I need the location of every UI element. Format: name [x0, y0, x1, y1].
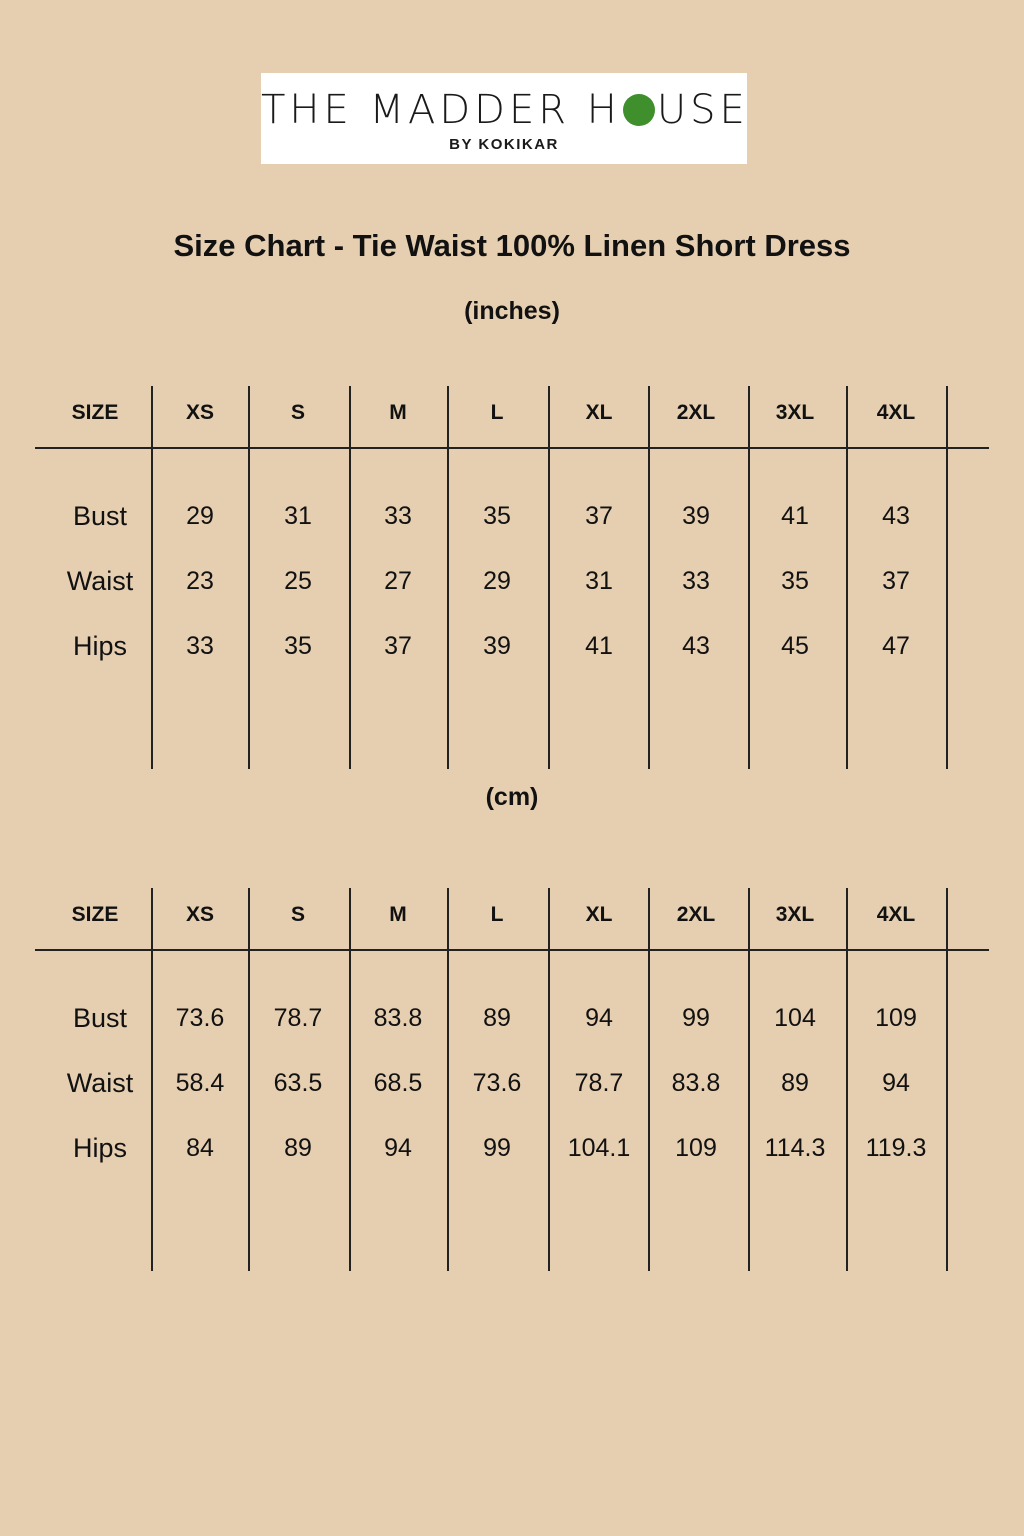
table-cell: 43: [682, 632, 710, 660]
table-cell: 37: [585, 502, 613, 530]
table-cell: 39: [682, 502, 710, 530]
header-size-2xl: 2XL: [676, 903, 716, 926]
table-cell: 29: [483, 567, 511, 595]
table-cell: 35: [781, 567, 809, 595]
header-size-xs: XS: [185, 903, 214, 926]
table-cell: 35: [483, 502, 511, 530]
table-cell: 109: [675, 1134, 717, 1162]
header-size-s: S: [290, 401, 305, 424]
table-cell: 37: [882, 567, 910, 595]
table-cell: 33: [186, 632, 214, 660]
header-size-3xl: 3XL: [775, 401, 815, 424]
header-size-m: M: [389, 401, 407, 424]
header-size-xs: XS: [185, 401, 214, 424]
row-label-hips: Hips: [72, 1133, 127, 1163]
table-cell: 73.6: [175, 1004, 225, 1032]
table-cell: 114.3: [764, 1134, 826, 1162]
table-cell: 68.5: [373, 1069, 423, 1097]
header-size-3xl: 3XL: [775, 903, 815, 926]
table-cell: 35: [284, 632, 312, 660]
brand-subtitle: BY KOKIKAR: [449, 136, 559, 153]
header-size-4xl: 4XL: [876, 903, 916, 926]
table-cell: 78.7: [273, 1004, 323, 1032]
header-size-xl: XL: [585, 401, 613, 424]
brand-logo: [261, 73, 747, 164]
unit-label-cm: (cm): [485, 783, 539, 811]
brand-name-part1: THE MADDER H: [261, 87, 621, 133]
header-size-m: M: [389, 903, 407, 926]
table-cell: 84: [186, 1134, 214, 1162]
table-cell: 83.8: [373, 1004, 423, 1032]
header-size-label: SIZE: [71, 903, 119, 926]
table-cell: 41: [585, 632, 613, 660]
row-label-waist: Waist: [66, 1068, 134, 1098]
table-cell: 83.8: [671, 1069, 721, 1097]
table-cell: 23: [186, 567, 214, 595]
table-cell: 104.1: [567, 1134, 631, 1162]
unit-label-inches: (inches): [464, 297, 560, 325]
table-cell: 89: [483, 1004, 511, 1032]
row-label-bust: Bust: [72, 1003, 128, 1033]
header-size-l: L: [490, 903, 504, 926]
table-cell: 119.3: [865, 1134, 927, 1162]
table-cell: 31: [585, 567, 613, 595]
table-cell: 25: [284, 567, 312, 595]
table-cell: 45: [781, 632, 809, 660]
header-size-l: L: [490, 401, 504, 424]
table-cell: 73.6: [472, 1069, 522, 1097]
table-cell: 31: [284, 502, 312, 530]
table-cell: 33: [682, 567, 710, 595]
size-table-inches: [0, 386, 1024, 771]
header-size-4xl: 4XL: [876, 401, 916, 424]
table-cell: 94: [384, 1134, 412, 1162]
table-cell: 94: [585, 1004, 613, 1032]
table-cell: 41: [781, 502, 809, 530]
table-cell: 104: [774, 1004, 816, 1032]
page-title: Size Chart - Tie Waist 100% Linen Short Dress: [173, 228, 851, 263]
brand-name-part2: USE: [656, 87, 749, 133]
row-label-waist: Waist: [66, 566, 134, 596]
table-cell: 39: [483, 632, 511, 660]
table-cell: 47: [882, 632, 910, 660]
table-cell: 63.5: [273, 1069, 323, 1097]
size-table-cm: [0, 888, 1024, 1273]
table-cell: 58.4: [175, 1069, 225, 1097]
table-cell: 89: [284, 1134, 312, 1162]
header-size-2xl: 2XL: [676, 401, 716, 424]
green-dot-icon: [623, 94, 655, 126]
table-cell: 109: [875, 1004, 917, 1032]
header-size-xl: XL: [585, 903, 613, 926]
brand-name: [261, 87, 747, 133]
table-cell: 89: [781, 1069, 809, 1097]
table-cell: 27: [384, 567, 412, 595]
table-cell: 29: [186, 502, 214, 530]
table-cell: 99: [682, 1004, 710, 1032]
table-cell: 37: [384, 632, 412, 660]
table-cell: 99: [483, 1134, 511, 1162]
table-cell: 43: [882, 502, 910, 530]
row-label-bust: Bust: [72, 501, 128, 531]
header-size-s: S: [290, 903, 305, 926]
row-label-hips: Hips: [72, 631, 127, 661]
table-cell: 94: [882, 1069, 910, 1097]
table-cell: 78.7: [574, 1069, 624, 1097]
header-size-label: SIZE: [71, 401, 119, 424]
table-cell: 33: [384, 502, 412, 530]
